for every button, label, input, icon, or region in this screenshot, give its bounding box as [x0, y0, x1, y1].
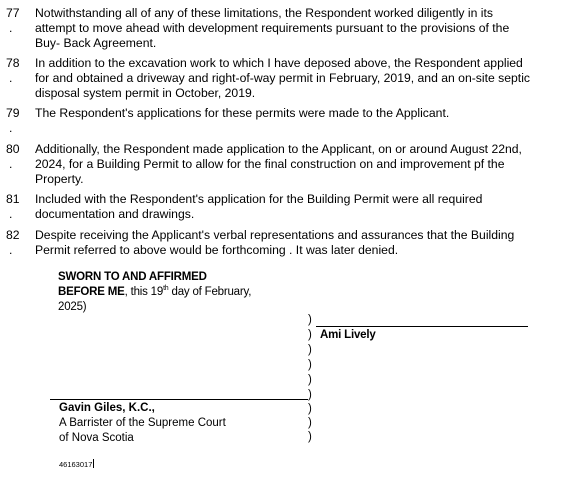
paragraph-text — [35, 106, 553, 121]
paragraph-text — [35, 6, 553, 51]
paragraph-77 — [6, 6, 576, 51]
paragraph-line: Despite receiving the Applicant's verbal representations and assurances that the Building — [35, 228, 515, 242]
paragraph-line: documentation and drawings. — [35, 207, 195, 221]
paragraph-line: Notwithstanding all of any of these limitations, the Respondent worked diligently in its — [35, 6, 493, 20]
document-number — [59, 459, 94, 470]
paragraph-78 — [6, 56, 576, 101]
paren: ) — [308, 403, 312, 415]
paragraph-line: Additionally, the Respondent made application to the Applicant, on or around August 22nd, — [35, 142, 522, 156]
commissioner-signature-line — [50, 399, 308, 400]
paragraph-line: Buy- Back Agreement. — [35, 36, 157, 50]
paragraph-line: disposal system permit in October, 2019. — [35, 86, 256, 100]
paragraph-text — [35, 142, 553, 187]
paragraph-82 — [6, 228, 576, 258]
paragraph-number: 82 — [6, 228, 20, 242]
commissioner-name: Gavin Giles, K.C., — [59, 402, 155, 414]
paragraph-line: Included with the Respondent's application for the Building Permit were all required — [35, 192, 483, 206]
paragraph-line: In addition to the excavation work to which I have deposed above, the Respondent applied — [35, 56, 523, 70]
paragraph-number-dot: . — [9, 21, 13, 35]
jurat-line-1: SWORN TO AND AFFIRMED — [58, 271, 207, 283]
paren: ) — [308, 431, 312, 443]
document-number-text: 46163017 — [59, 460, 93, 469]
paragraph-number-dot: . — [9, 157, 13, 171]
paren: ) — [308, 314, 312, 326]
paragraph-number-dot: . — [9, 243, 13, 257]
paragraph-line: Permit referred to above would be forthcoming . It was later denied. — [35, 243, 399, 257]
paragraph-number-dot: . — [9, 121, 13, 135]
paragraph-line: attempt to move ahead with development requirements pursuant to the provisions of the — [35, 21, 510, 35]
deponent-name: Ami Lively — [320, 329, 376, 341]
paragraph-line: Property. — [35, 172, 84, 186]
jurat-line-3: 2025) — [58, 301, 87, 313]
paren: ) — [308, 329, 312, 341]
paren: ) — [308, 417, 312, 429]
deponent-signature-line — [316, 326, 528, 327]
paren: ) — [308, 389, 312, 401]
paragraph-number: 81 — [6, 192, 20, 206]
paragraph-number: 79 — [6, 106, 20, 120]
paragraph-number-dot: . — [9, 71, 13, 85]
paragraph-number: 77 — [6, 6, 20, 20]
paren: ) — [308, 344, 312, 356]
text-cursor — [93, 459, 94, 468]
jurat-block — [58, 270, 251, 315]
paren: ) — [308, 374, 312, 386]
paragraph-line: for and obtained a driveway and right-of-way permit in February, 2019, and an on-site septic — [35, 71, 530, 85]
jurat-line-2: BEFORE ME, this 19th day of February, — [58, 285, 252, 298]
commissioner-title-line-1: A Barrister of the Supreme Court — [59, 417, 226, 429]
paragraph-text — [35, 228, 553, 258]
paragraph-81 — [6, 192, 576, 222]
paren: ) — [308, 359, 312, 371]
paragraph-number: 78 — [6, 56, 20, 70]
paragraph-number: 80 — [6, 142, 20, 156]
paragraph-79 — [6, 106, 576, 136]
paragraph-line: 2024, for a Building Permit to allow for the final construction on and improvement pf the — [35, 157, 505, 171]
commissioner-block — [59, 401, 226, 446]
commissioner-title-line-2: of Nova Scotia — [59, 432, 134, 444]
paragraph-line: The Respondent's applications for these permits were made to the Applicant. — [35, 106, 450, 120]
paragraph-number-dot: . — [9, 207, 13, 221]
paragraph-text — [35, 56, 553, 101]
paragraph-80 — [6, 142, 576, 187]
paragraph-text — [35, 192, 553, 222]
